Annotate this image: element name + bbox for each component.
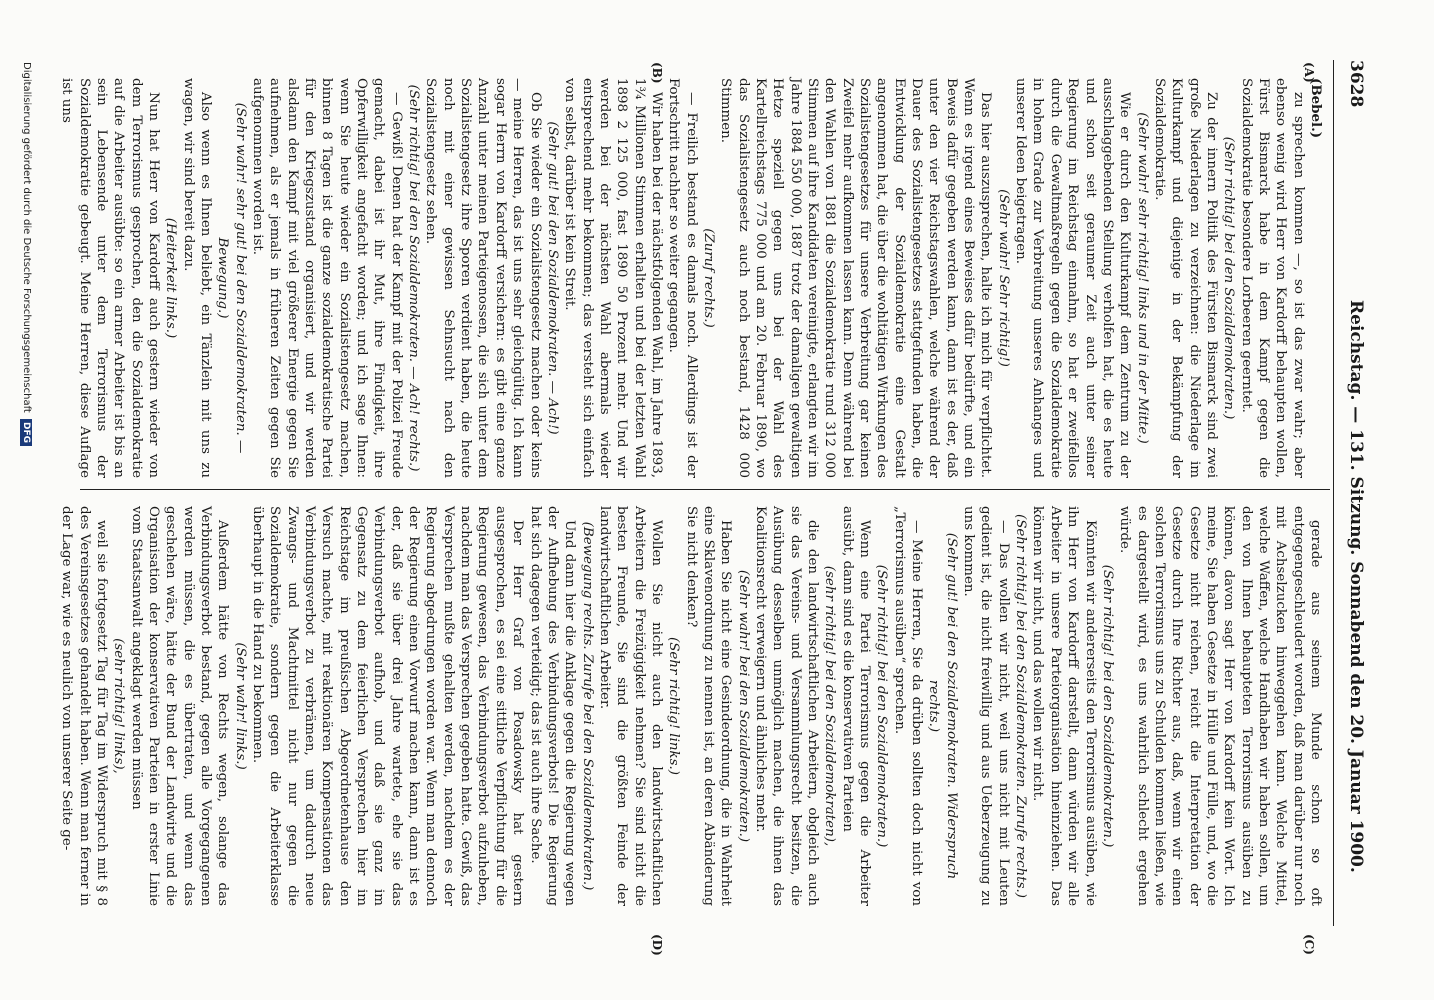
paragraph: Könnten wir andererseits den Terrorismus ausüben, wie ihn Herr von Kardorff darstellt, dann würden wir alle Arbeiter in unsere Parteiorganisation hineinziehen. Das können wir nicht, und das wollen wir nicht.	[1030, 506, 1098, 906]
paragraph: Das hier auszusprechen, halte ich mich für verpflichtet. Wenn es irgend eines Beweises dafür bedürfte, und ein Beweis dafür gegeben werden kann, dann ist es der, daß unter den vier Reichstagswahlen, welche während der Dauer des Sozialistengesetzes stattgefunden haben, die Entwicklung der Sozialdemokratie eine Gestalt angenommen hat, die über die wohltätigen Wirkungen des Sozialistengesetzes für unsere Verbreitung gar keinen Zweifel mehr aufkommen lassen kann. Denn während bei den Wahlen von 1881 die Sozialdemokratie rund 312 000 Stimmen auf ihre Kandidaten vereinigte, erlangten wir im Jahre 1884 550 000, 1887 trotz der damaligen gewaltigen Hetze speziell gegen uns bei der Wahl des Kartellreichstags 775 000 und am 20. Februar 1890, wo das Sozialistengesetz auch noch bestand, 1428 000 Stimmen.	[718, 78, 994, 478]
text-column-left	[59, 78, 1324, 478]
interjection: (Sehr richtig! bei den Sozialdemokraten. — Ach! rechts.)	[406, 84, 422, 472]
paragraph: Und dann hier die Anklage gegen die Regierung wegen der Aufhebung des Verbindungsverbots! Die Regierung hat sich dagegen verteidigt; das ist auch ihre Sache.	[527, 506, 578, 906]
interjection: (Sehr gut! bei den Sozialdemokraten. Widerspruch rechts.)	[926, 532, 959, 880]
page-number: 3628	[1346, 60, 1366, 108]
interjection: (Sehr wahr! sehr gut! bei den Sozialdemokraten. — Bewegung.)	[215, 102, 248, 454]
paragraph: — Freilich bestand es damals noch. Allerdings ist der Fortschritt nachher so weiter gegangen.	[666, 78, 699, 478]
paragraph: — Gewiß! Denen hat der Kampf mit der Polizei Freude gemacht, dabei ist ihr Mut, ihre Findigkeit, ihre Opferwilligkeit angefacht worden; und ich sage Ihnen: wenn Sie heute wieder ein Sozialistengesetz machen, binnen 8 Tagen ist die ganze sozialdemokratische Partei für den Kriegszustand organisiert, und wir werden alsdann den Kampf mit viel größerer Energie gegen Sie aufnehmen, als er jemals in früheren Zeiten gegen Sie aufgenommen worden ist.	[250, 78, 404, 478]
column-divider	[80, 489, 1330, 490]
paragraph: — Das wollen wir nicht, weil uns nicht mit Leuten gedient ist, die nicht freiwillig und aus Ueberzeugung zu uns kommen.	[961, 506, 1011, 906]
paragraph: Der Herr Graf von Posadowsky hat gestern ausgesprochen, es sei eine sittliche Verpflichtung für die Regierung gewesen, das Verbindungsverbot aufzuheben, nachdem man das Versprechen gegeben hatte. Gewiß, das Versprechen mußte gehalten werden, nachdem es der Regierung abgedrungen worden war. Wenn man dennoch der Regierung einen Vorwurf machen kann, dann ist es der, daß sie über drei Jahre wartete, ehe sie das Verbindungsverbot aufhob, und daß sie ganz im Gegensatz zu dem feierlichen Versprechen hier im Reichstage im preußischen Abgeordnetenhause den Versuch machte, mit reaktionären Kompensationen das Verbindungsverbot zu verbrämen, um dadurch neue Zwangs- und Machtmittel nicht nur gegen die Sozialdemokratie, sondern gegen die Arbeiterklasse überhaupt in die Hand zu bekommen.	[250, 506, 526, 906]
paragraph: Wir haben bei der nächstfolgenden Wahl, im Jahre 1893, 1¾ Millionen Stimmen erhalten und bei der letzten Wahl 1898 2 125 000, fast 1890 50 Prozent mehr. Und wir werden bei der nächsten Wahl abermals wieder entsprechend mehr bekommen; das versteht sich einfach von selbst, darüber ist kein Streit.	[562, 78, 664, 478]
margin-mark-b: (B)	[650, 62, 664, 84]
page-header	[1336, 0, 1370, 1000]
header-rule	[1333, 60, 1334, 926]
interjection: (sehr richtig! bei den Sozialdemokraten),	[822, 565, 838, 847]
paragraph: Haben Sie nicht eine Gesindeordnung, die in Wahrheit eine Sklavenordnung zu nennen ist, an deren Abänderung Sie nicht denken?	[683, 506, 734, 906]
interjection: (Sehr richtig! bei den Sozialdemokraten.)	[874, 564, 890, 848]
paragraph: Nun hat Herr von Kardorff auch gestern wieder von dem Terrorismus gesprochen, den die Sozialdemokratie auf die Arbeiter ausübte: so ein armer Arbeiter ist bis an sein Lebensende unter dem Terrorismus der Sozialdemokratie gebeugt. Meine Herren, diese Auflage ist uns	[59, 78, 161, 478]
paragraph: Zu der innern Politik des Fürsten Bismarck sind zwei große Niederlagen zu verzeichnen: die Niederlage im Kulturkampf und diejenige in der Bekämpfung der Sozialdemokratie.	[1151, 78, 1219, 478]
footer-text: Digitalisierung gefördert durch die Deutsche Forschungsgemeinschaft	[21, 62, 32, 413]
speaker-name: (Bebel.)	[1308, 78, 1324, 139]
paragraph: Wie er durch den Kulturkampf dem Zentrum zu der ausschlaggebenden Stellung verholfen hat, die es heute und schon seit geraumer Zeit auch unter seiner Regierung im Reichstag einnahm, so hat er zweifellos durch die Gewaltmaßregeln gegen die Sozialdemokratie in hohem Grade zur Verbreitung unseres Anhanges und unserer Ideen beigetragen.	[1013, 78, 1133, 478]
paragraph: Also wenn es Ihnen beliebt, ein Tänzlein mit uns zu wagen, wir sind bereit dazu.	[180, 78, 213, 478]
interjection: (Sehr richtig! bei den Sozialdemokraten.)	[1099, 564, 1115, 848]
interjection: (Heiterkeit links.)	[163, 217, 179, 339]
interjection: (Sehr richtig! bei den Sozialdemokraten.)	[1221, 136, 1237, 420]
paragraph: Wollen Sie nicht auch den landwirtschaftlichen Arbeitern die Freizügigkeit nehmen? Sie sind nicht die besten Freunde, Sie sind die größten Feinde der landwirtschaftlichen Arbeiter.	[596, 506, 664, 906]
text-column-right	[59, 506, 1324, 906]
paragraph: gerade aus seinem Munde schon so oft entgegengeschleudert worden, daß man darüber nur noch mit Achselzucken hinweggehen kann. Welche Mittel, welche Waffen, welche Handhaben wir haben sollen, um den von Ihnen behaupteten Terrorismus ausüben zu können, davon sagt Herr von Kardorff kein Wort. Ich meine, Sie haben Gesetze in Hülle und Fülle, und, wo die Gesetze nicht reichen, reicht die Interpretation der Gesetze durch Ihre Richter aus, daß, wenn wir einen solchen Terrorismus uns zu Schulden kommen ließen, wie es dargestellt wird, es uns wahrlich schlecht ergehen würde.	[1117, 506, 1323, 906]
interjection: (Sehr richtig! links.)	[666, 637, 682, 775]
interjection: (Sehr wahr! sehr richtig! links und in der Mitte.)	[1134, 112, 1150, 444]
paragraph: Wenn eine Partei Terrorismus gegen die Arbeiter ausübt, dann sind es die konservativen Parteien	[839, 506, 873, 906]
paragraph: — Meine Herren, Sie da drüben sollten doch nicht von „Terrorismus ausüben“ sprechen.	[891, 506, 925, 906]
margin-mark-d: (D)	[650, 934, 664, 956]
digitization-footer	[20, 62, 32, 446]
interjection: (Sehr gut! bei den Sozialdemokraten. — Ach!)	[544, 121, 560, 435]
paragraph: zu sprechen kommen —, so ist das zwar wahr; aber ebenso wenig wird Herr von Kardorff behaupten wollen, Fürst Bismarck habe in dem Kampf gegen die Sozialdemokratie besondere Lorbeeren geerntet.	[1238, 78, 1306, 478]
interjection: (Sehr wahr! bei den Sozialdemokraten.)	[735, 569, 751, 843]
paragraph: weil sie fortgesetzt Tag für Tag im Widerspruch mit § 8 des Vereinsgesetzes gehandelt haben. Wenn man ferner in der Lage war, wie es neulich von unserer Seite ge-	[59, 506, 109, 906]
paragraph: Ob Sie wieder ein Sozialistengesetz machen oder keins — meine Herren, das ist uns sehr gleichgültig. Ich kann sogar Herrn von Kardorff versichern: es gibt eine ganze Anzahl unter meinen Parteigenossen, die sich unter dem Sozialistengesetz ihre Sporen verdient haben, die heute noch mit einer gewissen Sehnsucht nach den Sozialistengesetz sehen.	[423, 78, 543, 478]
interjection: (Sehr richtig! bei den Sozialdemokraten. Zurufe rechts.)	[1013, 513, 1029, 898]
paragraph: die den landwirtschaftlichen Arbeitern, obgleich auch sie das Vereins- und Versammlungsrecht besitzen, die Ausübung desselben unmöglich machen, die ihnen das Koalitionsrecht verweigern und ähnliches mehr.	[753, 506, 821, 906]
paragraph: Außerdem hätte von Rechts wegen, solange das Verbindungsverbot bestand, gegen alle Vorgegangenen werden müssen, die es übertraten, und wenn das geschehen wäre, hätte der Bund der Landwirte und die Organisation der konservativen Parteien in erster Linie vom Staatsanwalt angeklagt werden müssen	[128, 506, 231, 906]
running-head: Reichstag. — 131. Sitzung. Sonnabend den 20. Januar 1900.	[1346, 300, 1366, 873]
margin-mark-c: (C)	[1302, 934, 1316, 955]
interjection: (Bewegung rechts. Zurufe bei den Sozialdemokraten.)	[579, 521, 595, 891]
dfg-logo: DFG	[20, 419, 32, 446]
interjection: (Sehr wahr! links.)	[232, 642, 248, 770]
interjection: (sehr richtig! links),	[111, 638, 127, 774]
interjection: (Sehr wahr! Sehr richtig!)	[995, 189, 1011, 367]
margin-mark-a: (A)	[1302, 62, 1316, 83]
interjection: (Zuruf rechts.)	[700, 228, 716, 328]
